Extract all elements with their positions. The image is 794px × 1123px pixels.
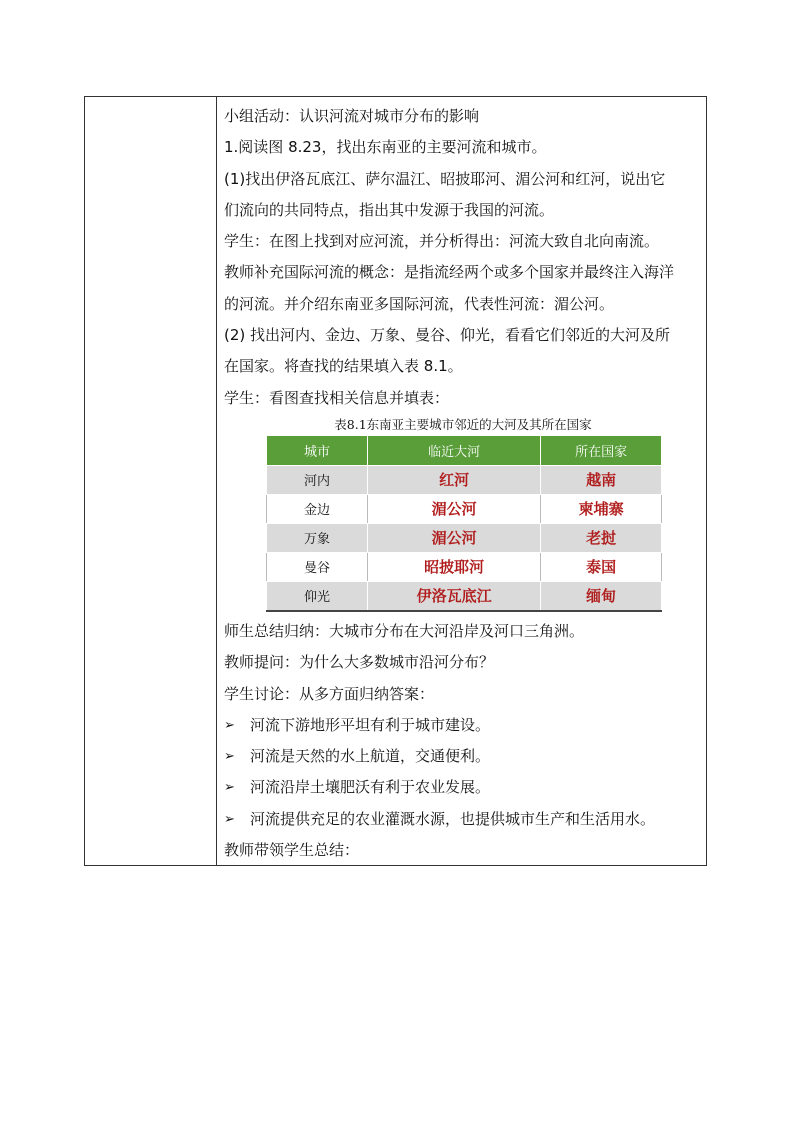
list-item <box>224 710 702 741</box>
list-item <box>224 804 702 835</box>
table-header-row <box>267 435 662 465</box>
student-answer-2: 学生：看图查找相关信息并填表： <box>224 388 450 407</box>
city-cell: 仰光 <box>267 581 368 611</box>
arrow-bullet-icon: ➢ <box>224 811 235 827</box>
country-cell: 越南 <box>541 465 662 494</box>
header-country: 所在国家 <box>541 435 662 465</box>
rivers-table <box>266 435 662 612</box>
list-item-text: 河流是天然的水上航道，交通便利。 <box>250 747 491 766</box>
river-cell: 湄公河 <box>368 494 541 523</box>
country-cell: 缅甸 <box>541 581 662 611</box>
river-cell: 伊洛瓦底江 <box>368 581 541 611</box>
lesson-table <box>84 96 707 866</box>
student-answer-1: 学生：在图上找到对应河流，并分析得出：河流大致自北向南流。 <box>224 232 660 251</box>
list-item-text: 河流提供充足的农业灌溉水源，也提供城市生产和生活用水。 <box>250 809 656 828</box>
list-item <box>224 772 702 803</box>
city-cell: 金边 <box>267 494 368 523</box>
table-caption: 表8.1东南亚主要城市邻近的大河及其所在国家 <box>334 416 592 432</box>
teacher-note-part-b: 的河流。并介绍东南亚多国际河流，代表性河流：湄公河。 <box>224 294 615 313</box>
city-cell: 曼谷 <box>267 552 368 581</box>
summary-line: 师生总结归纳：大城市分布在大河沿岸及河口三角洲。 <box>224 621 585 640</box>
city-cell: 万象 <box>267 523 368 552</box>
arrow-bullet-icon: ➢ <box>224 749 235 765</box>
country-cell: 老挝 <box>541 523 662 552</box>
task-1: 1.阅读图 8.23，找出东南亚的主要河流和城市。 <box>224 138 547 157</box>
task-1-2-part-a: (2) 找出河内、金边、万象、曼谷、仰光，看看它们邻近的大河及所 <box>224 326 671 345</box>
content-cell <box>224 101 702 866</box>
list-item <box>224 741 702 772</box>
closing-line: 教师带领学生总结： <box>224 841 360 860</box>
list-item-text: 河流沿岸土壤肥沃有利于农业发展。 <box>250 778 491 797</box>
task-1-1-part-b: 们流向的共同特点，指出其中发源于我国的河流。 <box>224 200 555 219</box>
list-item-text: 河流下游地形平坦有利于城市建设。 <box>250 715 491 734</box>
task-1-2-part-b: 在国家。将查找的结果填入表 8.1。 <box>224 357 463 376</box>
teacher-note-part-a: 教师补充国际河流的概念：是指流经两个或多个国家并最终注入海洋 <box>224 263 675 282</box>
table-row <box>267 581 662 611</box>
header-city: 城市 <box>267 435 368 465</box>
teacher-question: 教师提问：为什么大多数城市沿河分布？ <box>224 653 495 672</box>
table-row <box>267 494 662 523</box>
activity-title: 小组活动：认识河流对城市分布的影响 <box>224 107 480 125</box>
river-cell: 昭披耶河 <box>368 552 541 581</box>
arrow-bullet-icon: ➢ <box>224 780 235 796</box>
table-row <box>267 552 662 581</box>
student-discussion: 学生讨论：从多方面归纳答案： <box>224 684 435 703</box>
table-row <box>267 523 662 552</box>
table-row <box>267 465 662 494</box>
river-cell: 红河 <box>368 465 541 494</box>
left-column-cell <box>85 97 217 865</box>
country-cell: 柬埔寨 <box>541 494 662 523</box>
country-cell: 泰国 <box>541 552 662 581</box>
river-cell: 湄公河 <box>368 523 541 552</box>
city-cell: 河内 <box>267 465 368 494</box>
header-river: 临近大河 <box>368 435 541 465</box>
arrow-bullet-icon: ➢ <box>224 717 235 733</box>
task-1-1-part-a: (1)找出伊洛瓦底江、萨尔温江、昭披耶河、湄公河和红河，说出它 <box>224 169 666 188</box>
